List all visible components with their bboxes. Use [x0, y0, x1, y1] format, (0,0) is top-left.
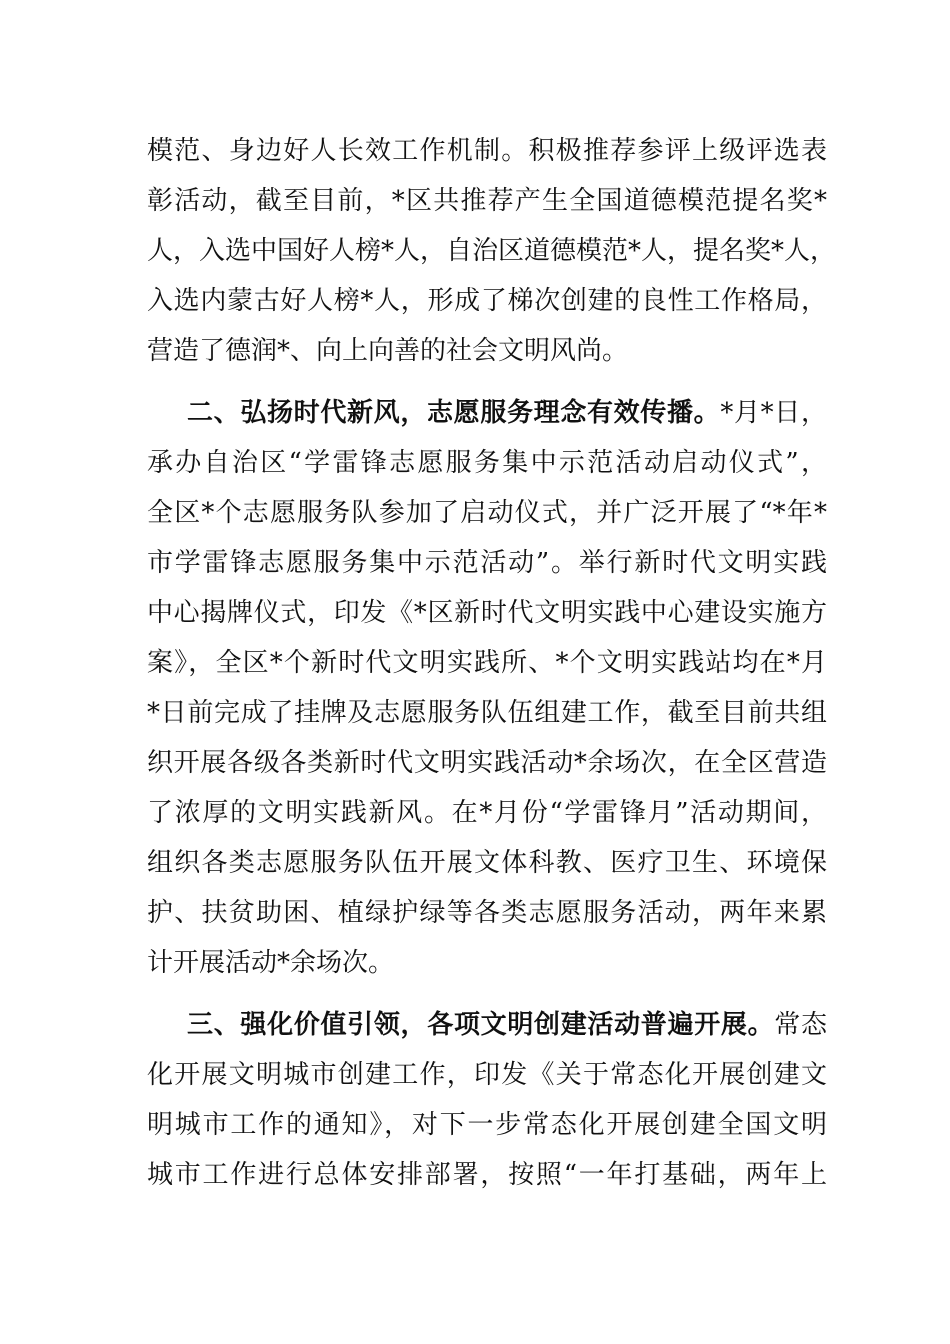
- paragraph1-line-5: 营造了德润*、向上向善的社会文明风尚。: [147, 336, 629, 366]
- paragraph2-first-line: [187, 393, 827, 433]
- paragraph2-first-line-rest: *月*日，: [720, 398, 827, 428]
- paragraph2-line-10: 护、扶贫助困、植绿护绿等各类志愿服务活动，两年来累: [147, 898, 827, 928]
- paragraph2-line-8: 了浓厚的文明实践新风。在*月份“学雷锋月”活动期间，: [147, 798, 827, 828]
- paragraph3-line-2: 明城市工作的通知》，对下一步常态化开展创建全国文明: [147, 1110, 827, 1140]
- paragraph1-line-2: 彰活动，截至目前，*区共推荐产生全国道德模范提名奖*: [147, 186, 827, 216]
- paragraph1-line-4: 入选内蒙古好人榜*人，形成了梯次创建的良性工作格局，: [147, 286, 827, 316]
- paragraph3-heading: 三、强化价值引领，各项文明创建活动普遍开展。: [187, 1010, 775, 1040]
- paragraph2-line-3: 市学雷锋志愿服务集中示范活动”。举行新时代文明实践: [147, 548, 827, 578]
- paragraph2-line-4: 中心揭牌仪式，印发《*区新时代文明实践中心建设实施方: [147, 598, 827, 628]
- paragraph2-line-5: 案》，全区*个新时代文明实践所、*个文明实践站均在*月: [147, 648, 827, 678]
- paragraph3-first-line: [187, 1005, 827, 1045]
- paragraph2-line-1: 承办自治区“学雷锋志愿服务集中示范活动启动仪式”，: [147, 448, 827, 478]
- paragraph2-line-7: 织开展各级各类新时代文明实践活动*余场次，在全区营造: [147, 748, 827, 778]
- paragraph3-first-line-rest: 常态: [774, 1010, 827, 1040]
- paragraph2-line-6: *日前完成了挂牌及志愿服务队伍组建工作，截至目前共组: [147, 698, 827, 728]
- paragraph2-line-11: 计开展活动*余场次。: [147, 948, 395, 978]
- paragraph3-line-1: 化开展文明城市创建工作，印发《关于常态化开展创建文: [147, 1060, 827, 1090]
- paragraph1-line-1: 模范、身边好人长效工作机制。积极推荐参评上级评选表: [147, 136, 827, 166]
- paragraph2-heading: 二、弘扬时代新风，志愿服务理念有效传播。: [187, 398, 721, 428]
- paragraph2-line-2: 全区*个志愿服务队参加了启动仪式，并广泛开展了“*年*: [147, 498, 827, 528]
- paragraph1-line-3: 人，入选中国好人榜*人，自治区道德模范*人，提名奖*人，: [147, 236, 837, 266]
- paragraph3-line-3: 城市工作进行总体安排部署，按照“一年打基础，两年上: [147, 1160, 827, 1190]
- paragraph2-line-9: 组织各类志愿服务队伍开展文体科教、医疗卫生、环境保: [147, 848, 827, 878]
